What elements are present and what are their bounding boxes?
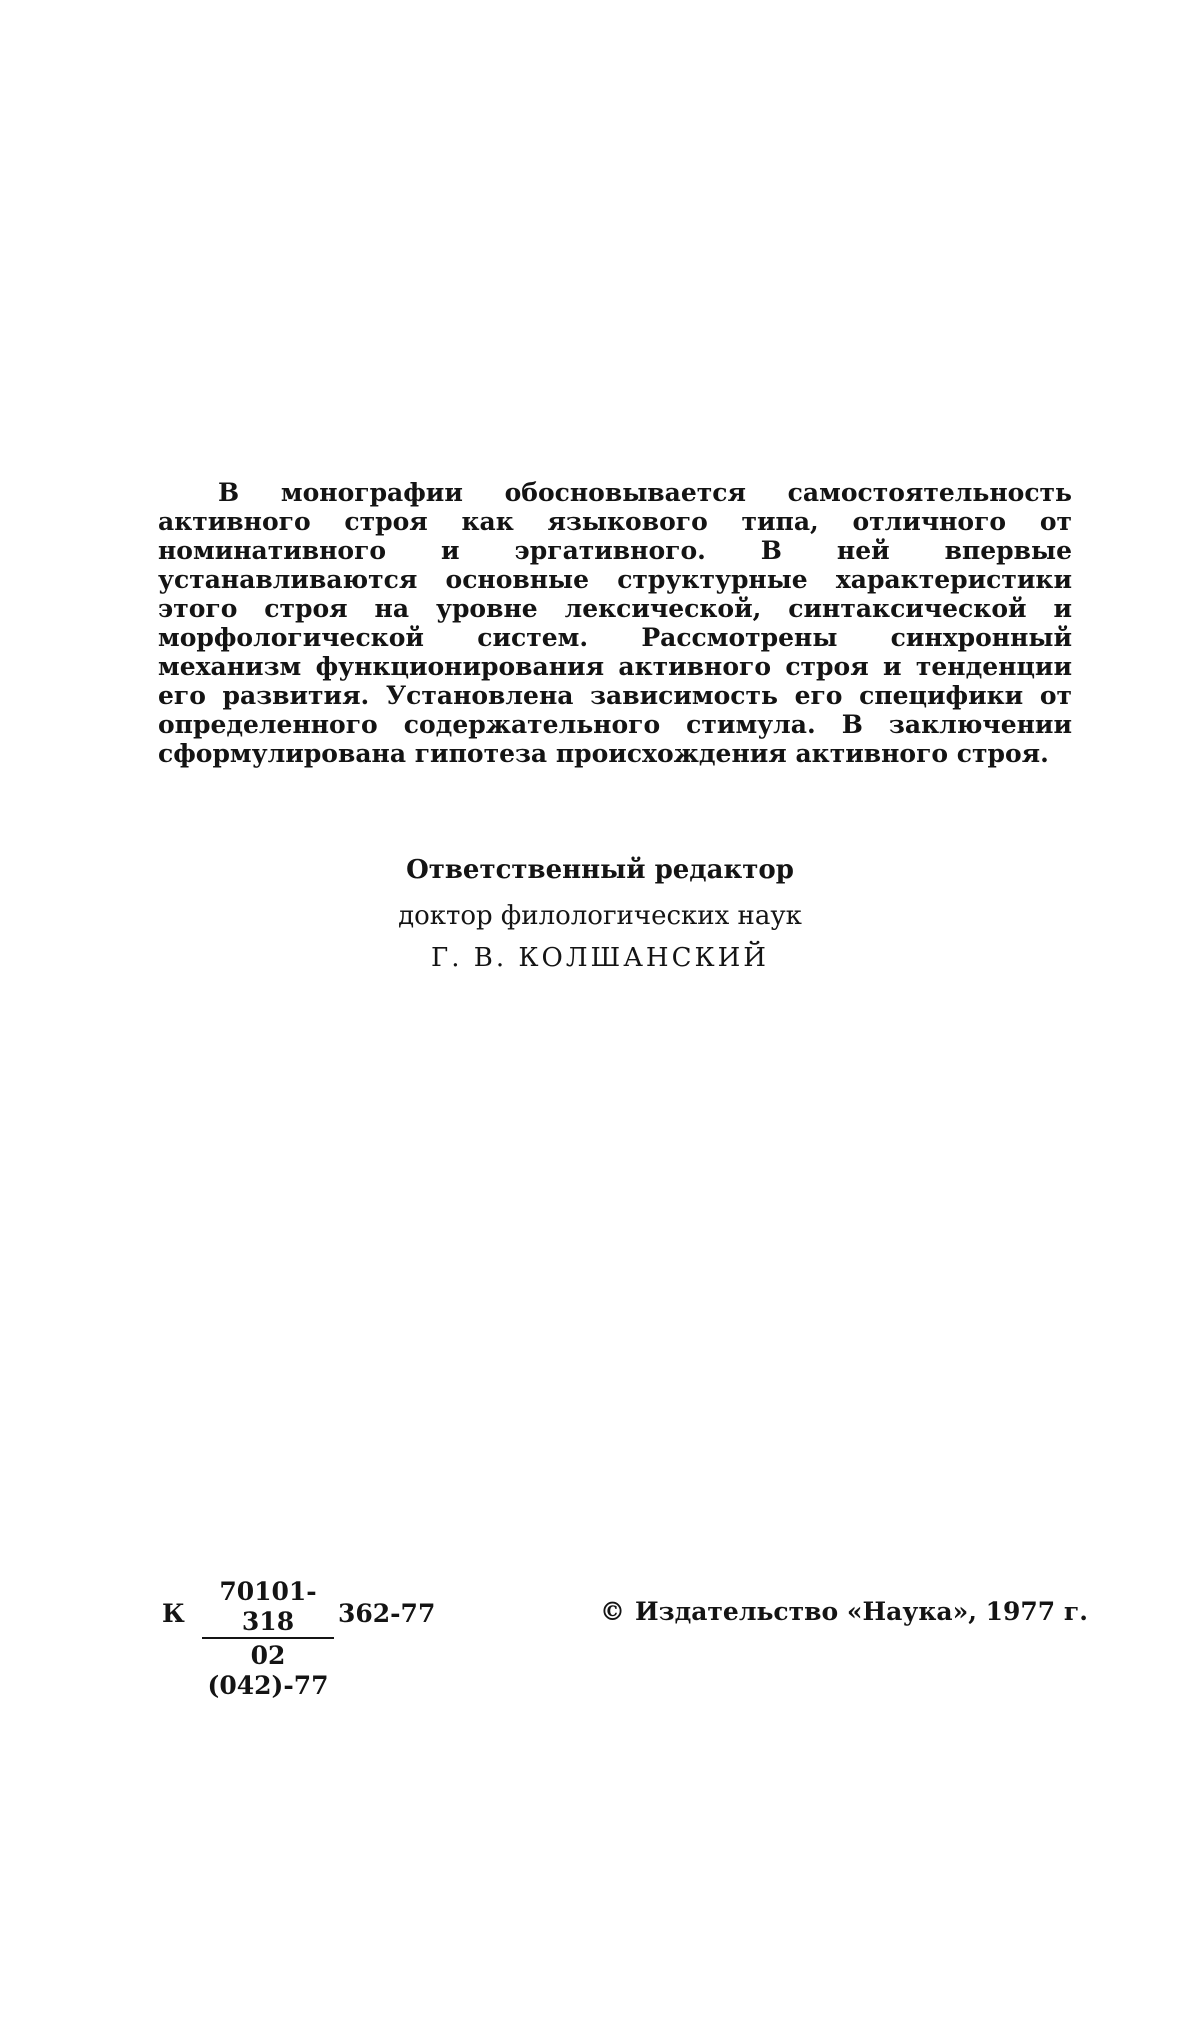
abstract-paragraph: В монографии обосновывается самостоятельность активного строя как языкового типа, отличного от номинативного и эргативного. В ней впервые устанавливаются основные структурные характеристики этого строя на уровне лексической, синтаксической и морфологической систем. Рассмотрены синхронный механизм функционирования активного строя и тенденции его развития. Установлена зависимость его специфики от определенного содержательного стимула. В заключении сформулирована гипотеза происхождения активного строя. <box>158 478 1072 768</box>
imprint-denominator: 02 (042)-77 <box>207 1641 329 1700</box>
copyright-line <box>600 1597 1088 1626</box>
copyright-text: Издательство «Наука», 1977 г. <box>635 1597 1088 1626</box>
imprint-fraction <box>202 1577 334 1701</box>
imprint-suffix: 362-77 <box>338 1599 436 1628</box>
copyright-icon: © <box>600 1597 625 1626</box>
editor-name: Г. В. КОЛШАНСКИЙ <box>431 943 769 973</box>
editor-role: Ответственный редактор <box>406 855 794 885</box>
imprint-prefix: К <box>162 1599 185 1628</box>
imprint-code <box>162 1577 452 1700</box>
editor-degree: доктор филологических наук <box>398 901 802 931</box>
imprint-numerator: 70101-318 <box>202 1577 334 1639</box>
